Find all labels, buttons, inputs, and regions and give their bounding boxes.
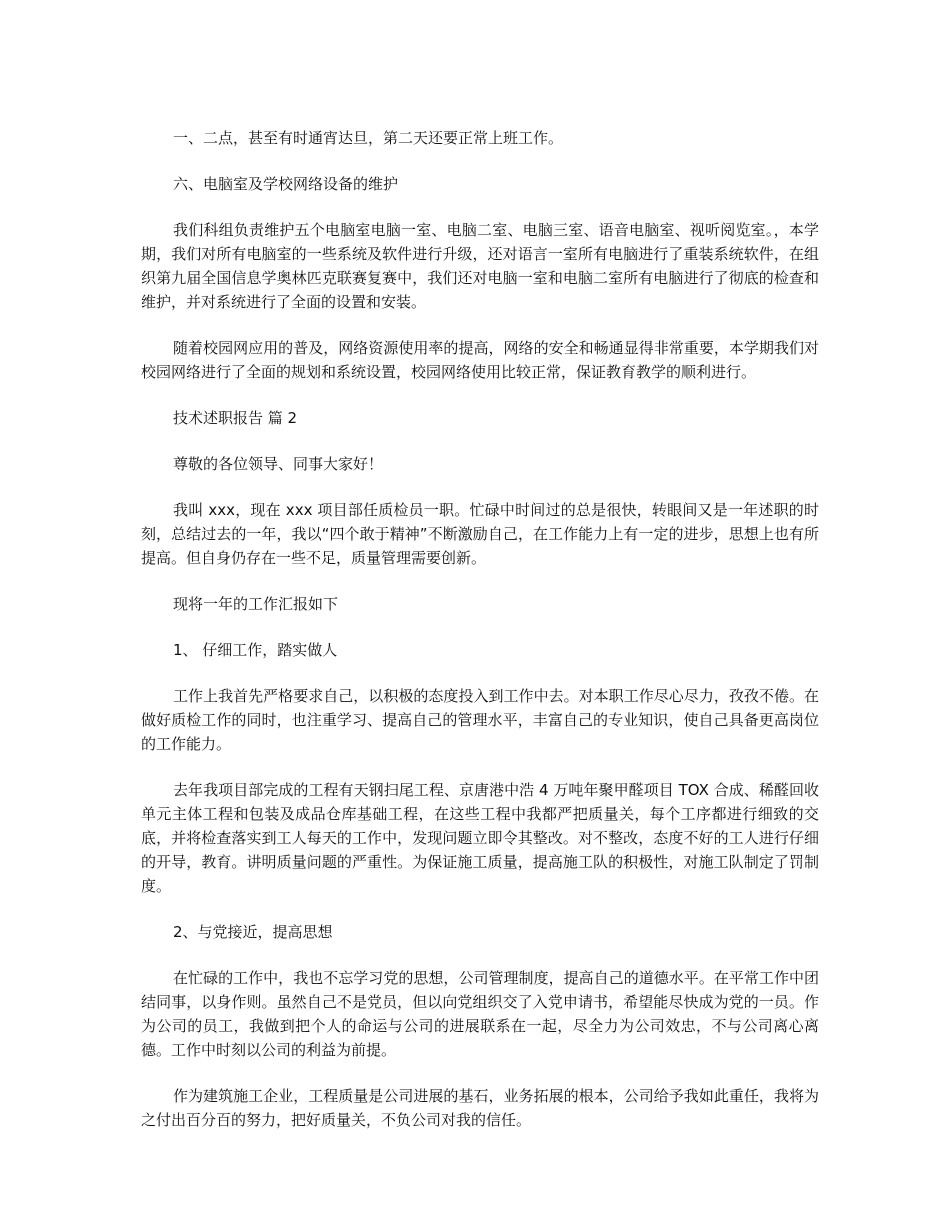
report-title: 技术述职报告 篇 2 bbox=[173, 409, 298, 427]
paragraph-continuation: 一、二点，甚至有时通宵达旦，第二天还要正常上班工作。 bbox=[173, 129, 564, 147]
paragraph-report-lead: 现将一年的工作汇报如下 bbox=[173, 595, 339, 613]
paragraph-projects: 去年我项目部完成的工程有天钢扫尾工程、京唐港中浩 4 万吨年聚甲醛项目 TOX 合成、稀醛回收单元主体工程和包装及成品仓库基础工程，在这些工程中我都严把质量关，每个工序都进行细致的交底，并将检查落实到工人每天的工作中，发现问题立即令其整改。对不整改，态度不好的工人进行仔细的开导，教育。讲明质量问题的严重性。为保证施工质量，提高施工队的积极性，对施工队制定了罚制度。 bbox=[141, 781, 819, 895]
section-heading-computer-room: 六、电脑室及学校网络设备的维护 bbox=[173, 175, 399, 193]
paragraph-quality-commitment: 作为建筑施工企业，工程质量是公司进展的基石，业务拓展的根本，公司给予我如此重任，我将为之付出百分百的努力，把好质量关，不负公司对我的信任。 bbox=[141, 1087, 819, 1129]
paragraph-campus-network: 随着校园网应用的普及，网络资源使用率的提高，网络的安全和畅通显得非常重要，本学期我们对校园网络进行了全面的规划和系统设置，校园网络使用比较正常，保证教育教学的顺利进行。 bbox=[141, 339, 819, 381]
section-heading-1: 1、 仔细工作，踏实做人 bbox=[173, 641, 338, 659]
paragraph-work-attitude: 工作上我首先严格要求自己，以积极的态度投入到工作中去。对本职工作尽心尽力，孜孜不倦。在做好质检工作的同时，也注重学习、提高自己的管理水平，丰富自己的专业知识，使自己具备更高岗位的工作能力。 bbox=[141, 687, 819, 753]
salutation: 尊敬的各位领导、同事大家好！ bbox=[173, 455, 384, 473]
document-body bbox=[141, 126, 819, 1154]
paragraph-party-study: 在忙碌的工作中，我也不忘学习党的思想，公司管理制度，提高自己的道德水平。在平常工作中团结同事，以身作则。虽然自己不是党员，但以向党组织交了入党申请书，希望能尽快成为党的一员。作为公司的员工，我做到把个人的命运与公司的进展联系在一起，尽全力为公司效忠，不与公司离心离德。工作中时刻以公司的利益为前提。 bbox=[141, 969, 819, 1059]
paragraph-introduction: 我叫 xxx，现在 xxx 项目部任质检员一职。忙碌中时间过的总是很快，转眼间又是一年述职的时刻，总结过去的一年，我以“四个敢于精神”不断激励自己，在工作能力上有一定的进步，思想上也有所提高。但自身仍存在一些不足，质量管理需要创新。 bbox=[141, 501, 819, 567]
paragraph-computer-rooms: 我们科组负责维护五个电脑室电脑一室、电脑二室、电脑三室、语音电脑室、视听阅览室。，本学期，我们对所有电脑室的一些系统及软件进行升级，还对语言一室所有电脑进行了重装系统软件，在组织第九届全国信息学奥林匹克联赛复赛中，我们还对电脑一室和电脑二室所有电脑进行了彻底的检查和维护，并对系统进行了全面的设置和安装。 bbox=[141, 221, 819, 311]
section-heading-2: 2、与党接近，提高思想 bbox=[173, 923, 333, 941]
